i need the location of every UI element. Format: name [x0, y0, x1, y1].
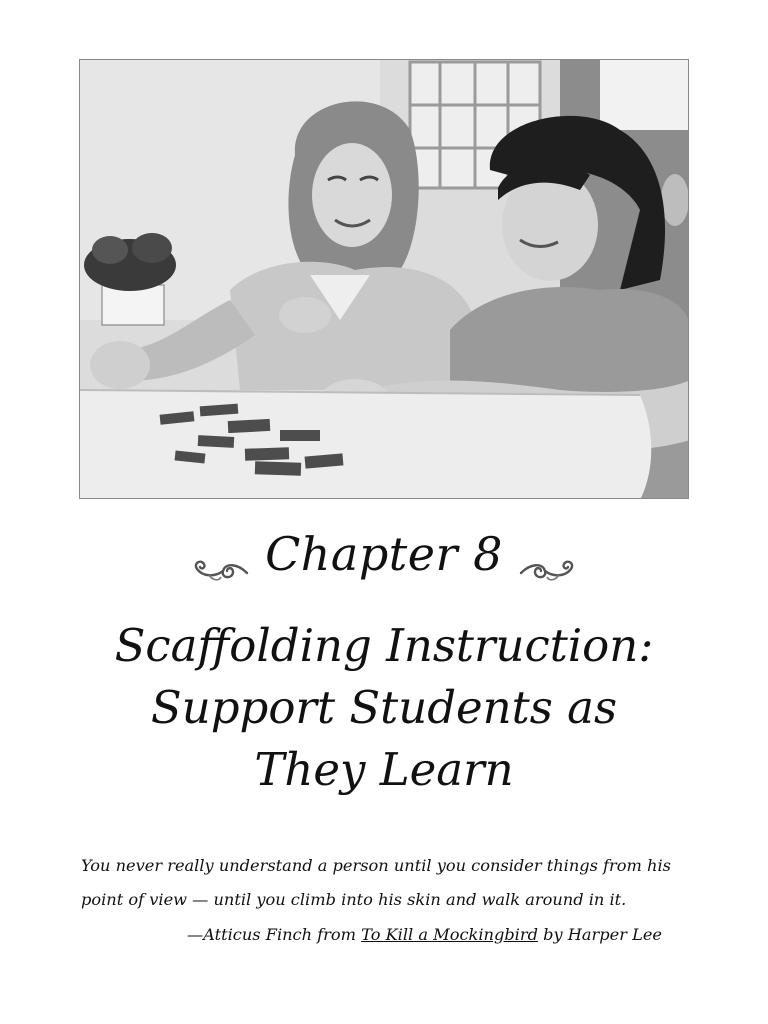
- chapter-title-line-3: They Learn: [254, 743, 514, 796]
- chapter-title-line-1: Scaffolding Instruction:: [114, 619, 654, 672]
- chapter-title-line-2: Support Students as: [150, 681, 618, 734]
- scroll-flourish-left-icon: [189, 553, 251, 583]
- epigraph-quote: [81, 849, 691, 917]
- attribution-prefix: —Atticus Finch from: [186, 925, 362, 944]
- quote-attribution: [0, 918, 662, 952]
- scroll-flourish-right-icon: [517, 553, 579, 583]
- classroom-photo-image: [80, 60, 689, 499]
- chapter-heading: [0, 522, 768, 586]
- attribution-suffix: by Harper Lee: [537, 925, 662, 944]
- chapter-label: Chapter 8: [265, 527, 503, 581]
- chapter-title: [40, 615, 728, 801]
- chapter-photo: [79, 59, 689, 499]
- quote-line-1: You never really understand a person until you consider things from his: [81, 856, 671, 875]
- quote-line-2: point of view — until you climb into his skin and walk around in it.: [81, 890, 627, 909]
- book-title: To Kill a Mockingbird: [361, 925, 538, 944]
